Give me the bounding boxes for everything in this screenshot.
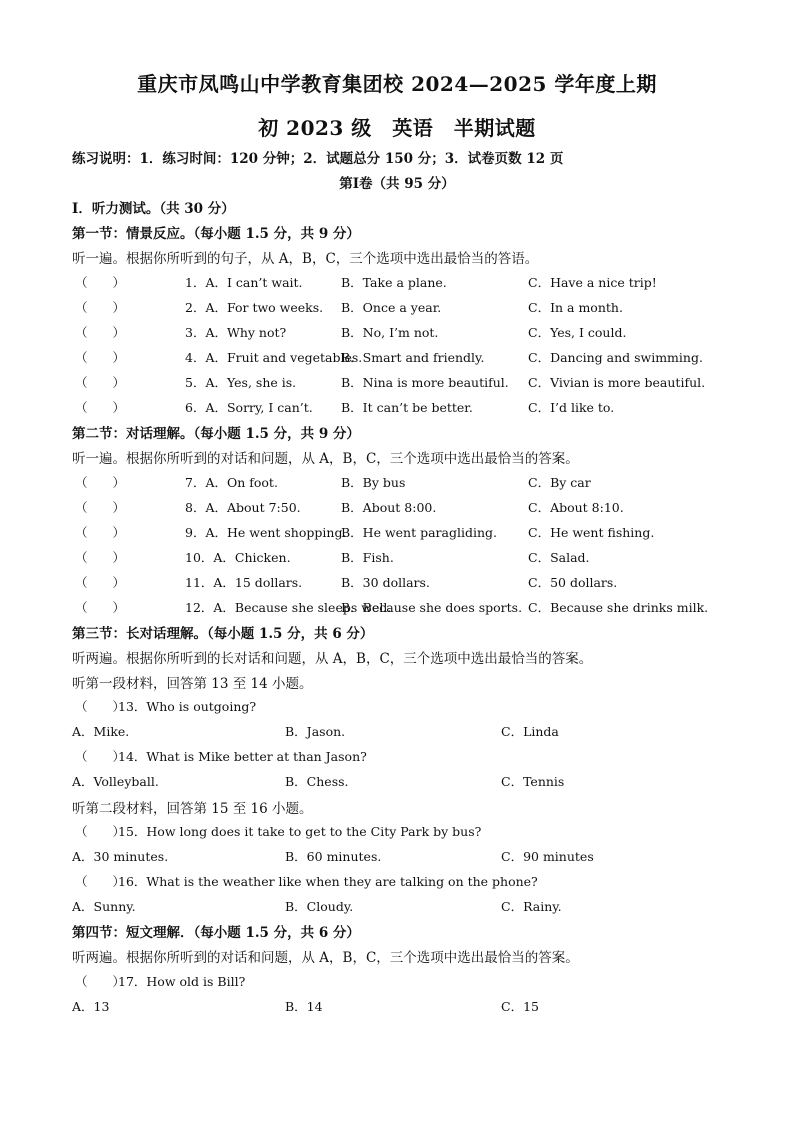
option-a: 2．A．For two weeks. (185, 300, 324, 315)
question-row (72, 972, 752, 992)
option-a: 3．A．Why not? (185, 325, 287, 340)
section4-heading: 第四节：短文理解．（每小题 1.5 分，共 6 分） (72, 925, 360, 941)
answer-blank[interactable]: （ ） (75, 550, 126, 565)
option-b: B．Because she does sports. (341, 600, 523, 615)
question-text: 16．What is the weather like when they are talking on the phone? (118, 874, 538, 889)
section3-heading: 第三节：长对话理解。（每小题 1.5 分，共 6 分） (72, 626, 374, 642)
option-a: 7．A．On foot. (185, 475, 278, 490)
answer-blank[interactable]: （ ） (75, 500, 126, 515)
option-c: C．Have a nice trip! (528, 275, 657, 290)
option-a: 8．A．About 7:50. (185, 500, 301, 515)
section4-direction: 听两遍。根据你所听到的对话和问题，从 A，B，C，三个选项中选出最恰当的答案。 (72, 950, 579, 966)
option-a: 11．A．15 dollars. (185, 575, 303, 590)
instructions: 练习说明：1．练习时间：120 分钟；2．试题总分 150 分；3．试卷页数 12 页 (72, 151, 564, 167)
option-c: C．90 minutes (501, 849, 594, 864)
question-row (72, 697, 752, 717)
answer-blank[interactable]: （ ） (75, 974, 126, 989)
question-text: 13．Who is outgoing? (118, 699, 257, 714)
volume-heading: 第Ⅰ卷（共 95 分） (339, 176, 455, 192)
question-row (72, 598, 752, 618)
question-row (72, 323, 752, 343)
option-a: A．Volleyball. (72, 774, 159, 789)
option-a: 12．A．Because she sleeps well. (185, 600, 392, 615)
answer-blank[interactable]: （ ） (75, 350, 126, 365)
question-row (72, 273, 752, 293)
options-row (72, 847, 752, 867)
option-b: B．About 8:00. (341, 500, 437, 515)
option-c: C．Rainy. (501, 899, 562, 914)
answer-blank[interactable]: （ ） (75, 300, 126, 315)
answer-blank[interactable]: （ ） (75, 699, 126, 714)
question-row (72, 548, 752, 568)
section1-direction: 听一遍。根据你所听到的句子，从 A，B，C，三个选项中选出最恰当的答语。 (72, 251, 539, 267)
option-b: B．By bus (341, 475, 406, 490)
answer-blank[interactable]: （ ） (75, 275, 126, 290)
section2-direction: 听一遍。根据你所听到的对话和问题，从 A，B，C，三个选项中选出最恰当的答案。 (72, 451, 579, 467)
option-b: B．Nina is more beautiful. (341, 375, 509, 390)
answer-blank[interactable]: （ ） (75, 525, 126, 540)
question-row (72, 473, 752, 493)
option-a: 10．A．Chicken. (185, 550, 291, 565)
answer-blank[interactable]: （ ） (75, 475, 126, 490)
option-b: B．Cloudy. (285, 899, 354, 914)
option-b: B．Once a year. (341, 300, 442, 315)
section2-heading: 第二节：对话理解。（每小题 1.5 分，共 9 分） (72, 426, 360, 442)
answer-blank[interactable]: （ ） (75, 749, 126, 764)
option-b: B．14 (285, 999, 323, 1014)
question-row (72, 373, 752, 393)
question-row (72, 298, 752, 318)
option-b: B．No, I’m not. (341, 325, 439, 340)
question-text: 14．What is Mike better at than Jason? (118, 749, 367, 764)
option-a: A．13 (72, 999, 110, 1014)
option-a: A．Sunny. (72, 899, 136, 914)
options-row (72, 722, 752, 742)
answer-blank[interactable]: （ ） (75, 400, 126, 415)
exam-subtitle: 初 2023 级 英语 半期试题 (258, 116, 536, 140)
option-b: B．Fish. (341, 550, 394, 565)
question-row (72, 747, 752, 767)
option-c: C．He went fishing. (528, 525, 655, 540)
material-intro: 听第一段材料，回答第 13 至 14 小题。 (72, 676, 313, 692)
option-c: C．50 dollars. (528, 575, 618, 590)
option-c: C．Linda (501, 724, 559, 739)
question-text: 17．How old is Bill? (118, 974, 246, 989)
option-b: B．Chess. (285, 774, 349, 789)
answer-blank[interactable]: （ ） (75, 325, 126, 340)
answer-blank[interactable]: （ ） (75, 575, 126, 590)
option-a: 9．A．He went shopping. (185, 525, 347, 540)
option-c: C．Tennis (501, 774, 565, 789)
part-heading: Ⅰ．听力测试。（共 30 分） (72, 201, 235, 217)
option-c: C．15 (501, 999, 539, 1014)
option-c: C．About 8:10. (528, 500, 624, 515)
option-c: C．Salad. (528, 550, 590, 565)
option-b: B．Take a plane. (341, 275, 447, 290)
option-a: A．30 minutes. (72, 849, 169, 864)
question-row (72, 348, 752, 368)
option-c: C．Vivian is more beautiful. (528, 375, 706, 390)
option-c: C．By car (528, 475, 591, 490)
answer-blank[interactable]: （ ） (75, 375, 126, 390)
option-c: C．Because she drinks milk. (528, 600, 709, 615)
exam-title: 重庆市凤鸣山中学教育集团校 2024—2025 学年度上期 (137, 72, 657, 96)
option-c: C．Dancing and swimming. (528, 350, 703, 365)
question-row (72, 523, 752, 543)
option-c: C．Yes, I could. (528, 325, 627, 340)
section3-direction: 听两遍。根据你所听到的长对话和问题，从 A，B，C，三个选项中选出最恰当的答案。 (72, 651, 593, 667)
option-b: B．Smart and friendly. (341, 350, 485, 365)
question-row (72, 872, 752, 892)
option-b: B．30 dollars. (341, 575, 430, 590)
option-a: 4．A．Fruit and vegetables. (185, 350, 363, 365)
question-row (72, 398, 752, 418)
option-a: A．Mike. (72, 724, 130, 739)
option-b: B．Jason. (285, 724, 346, 739)
option-a: 1．A．I can’t wait. (185, 275, 303, 290)
option-c: C．In a month. (528, 300, 623, 315)
question-row (72, 498, 752, 518)
options-row (72, 997, 752, 1017)
question-row (72, 573, 752, 593)
option-a: 6．A．Sorry, I can’t. (185, 400, 313, 415)
option-c: C．I’d like to. (528, 400, 615, 415)
answer-blank[interactable]: （ ） (75, 824, 126, 839)
question-text: 15．How long does it take to get to the City Park by bus? (118, 824, 482, 839)
options-row (72, 897, 752, 917)
option-a: 5．A．Yes, she is. (185, 375, 297, 390)
question-row (72, 822, 752, 842)
material-intro: 听第二段材料，回答第 15 至 16 小题。 (72, 801, 313, 817)
option-b: B．He went paragliding. (341, 525, 498, 540)
answer-blank[interactable]: （ ） (75, 874, 126, 889)
option-b: B．It can’t be better. (341, 400, 473, 415)
option-b: B．60 minutes. (285, 849, 382, 864)
answer-blank[interactable]: （ ） (75, 600, 126, 615)
section1-heading: 第一节：情景反应。（每小题 1.5 分，共 9 分） (72, 226, 360, 242)
options-row (72, 772, 752, 792)
